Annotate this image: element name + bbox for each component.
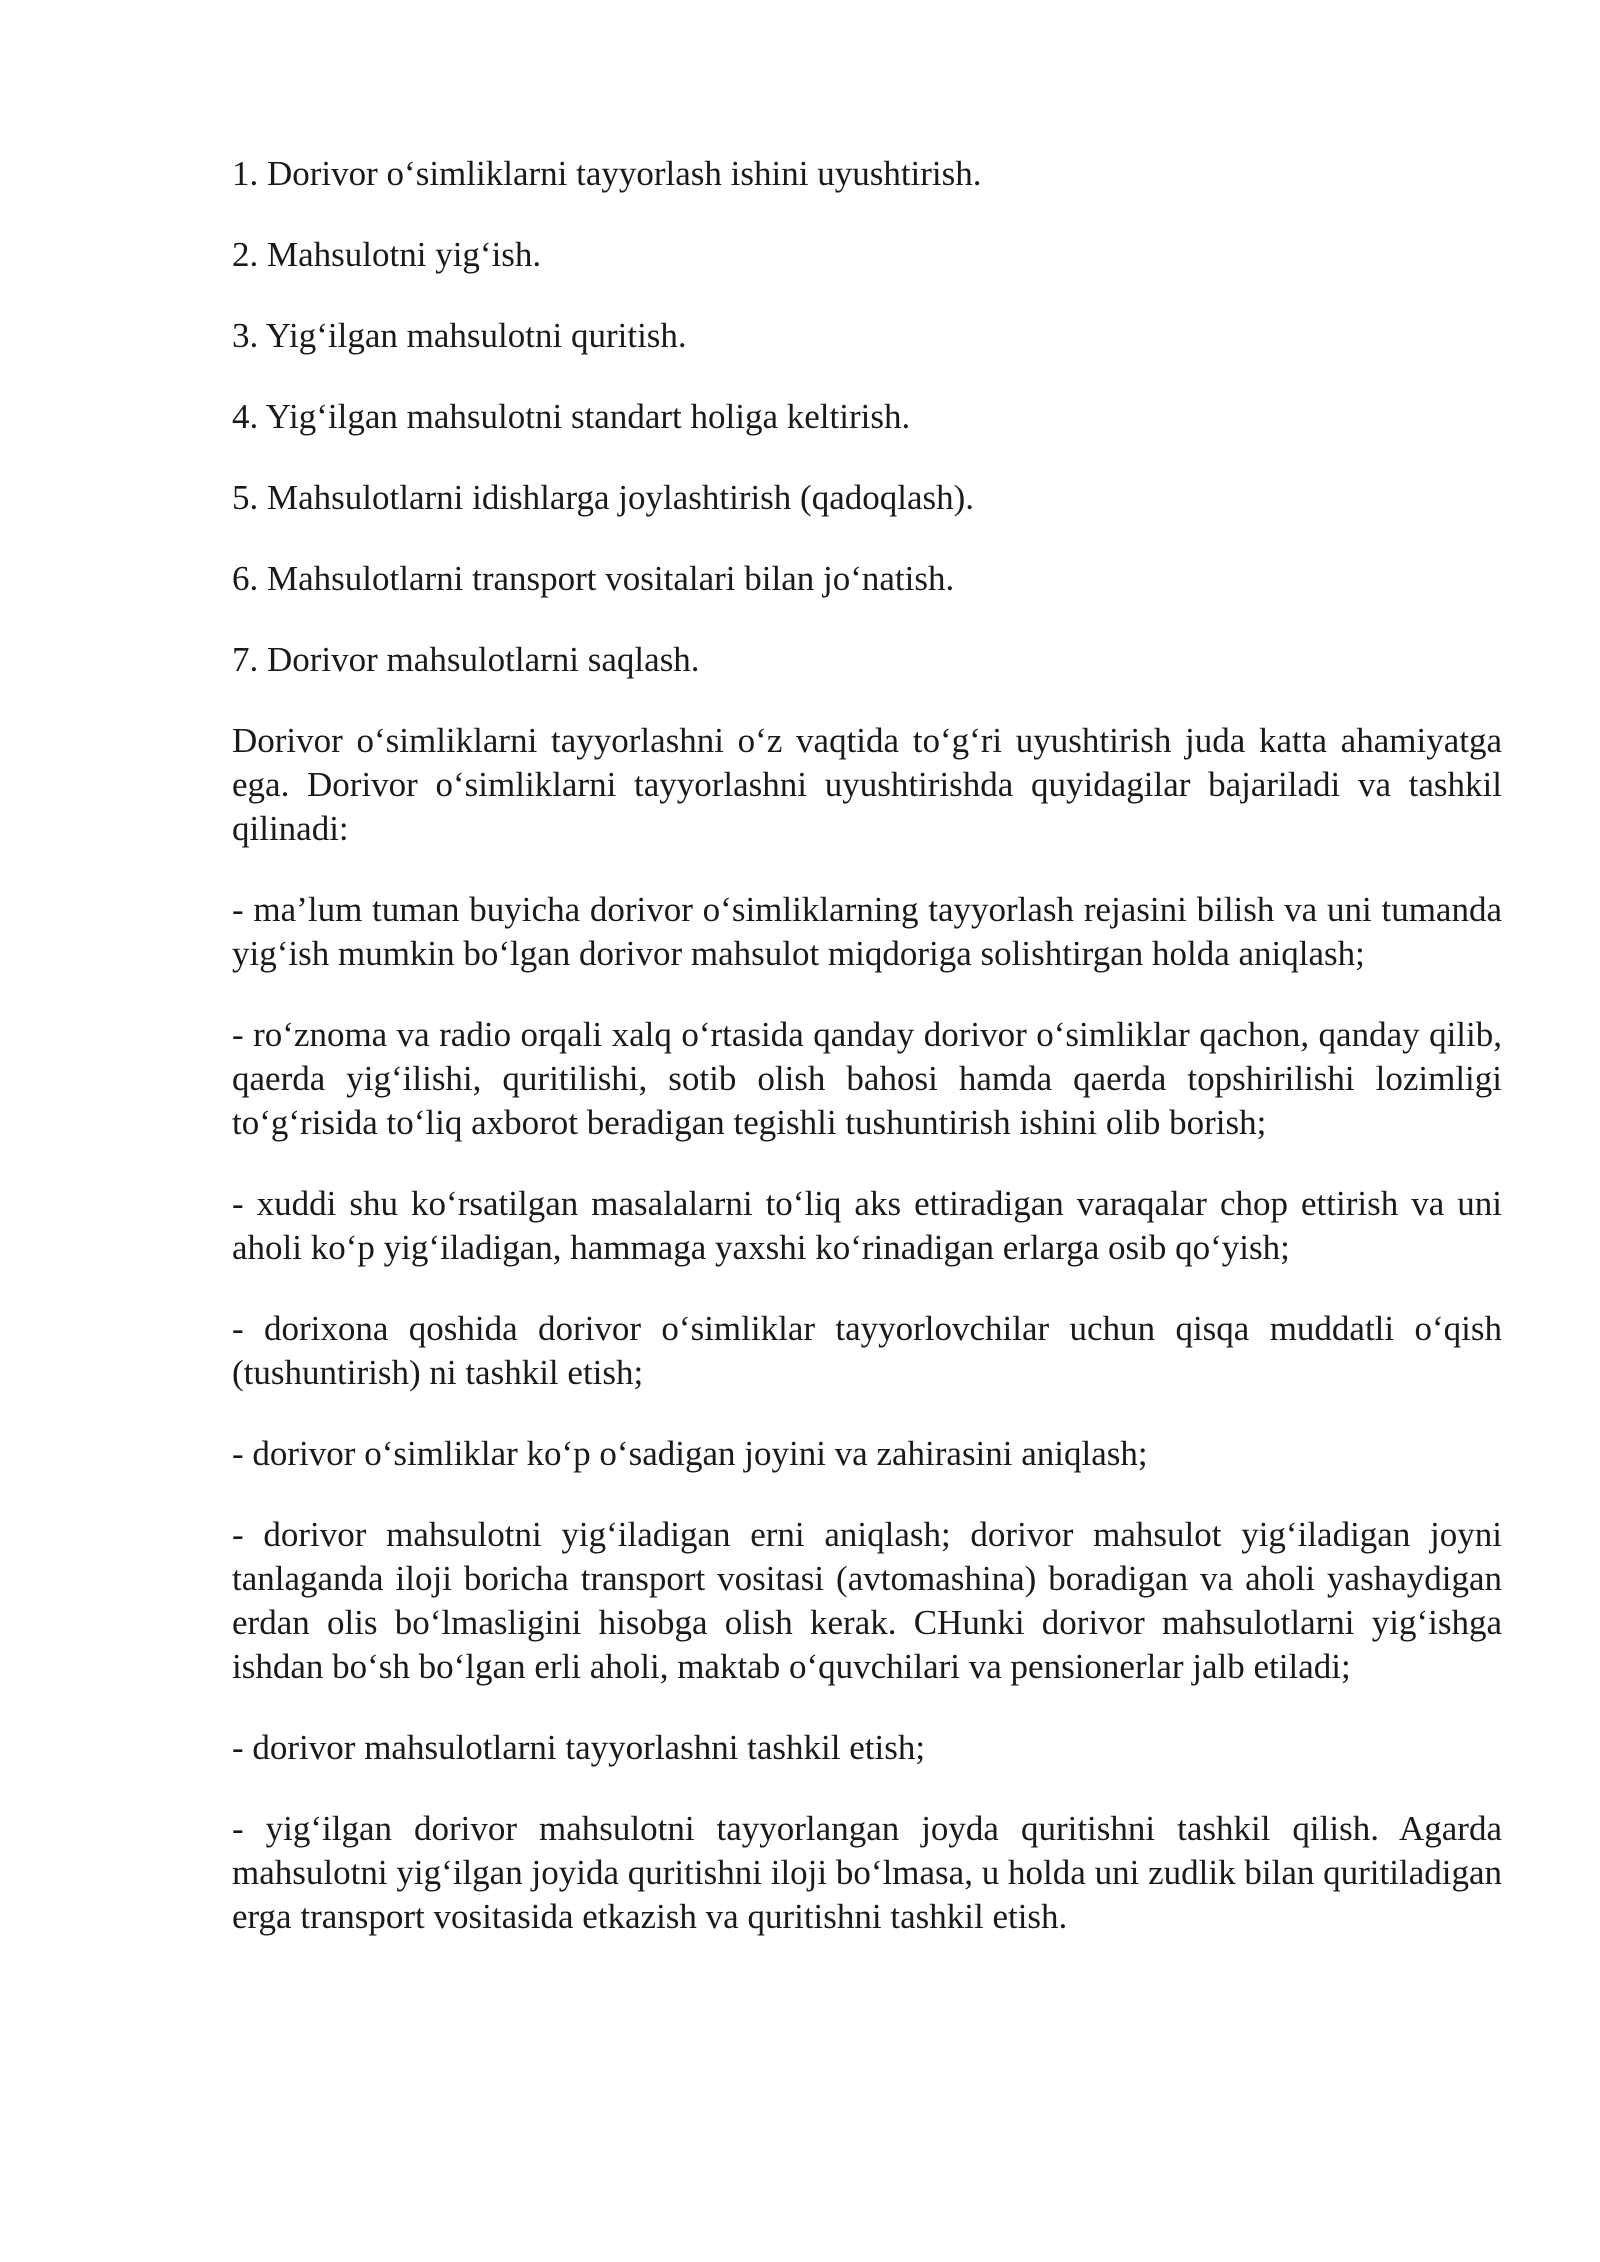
bullet-list: [232, 888, 1502, 1939]
bullet-item: - dorivor o‘simliklar ko‘p o‘sadigan joyini va zahirasini aniqlash;: [232, 1434, 1148, 1473]
bullet-item: - yig‘ilgan dorivor mahsulotni tayyorlangan joyda quritishni tashkil qilish. Agarda mahsulotni yig‘ilgan joyida quritishni iloji bo‘lmasa, u holda uni zudlik bilan quritiladigan erga transport vositasida etkazish va quritishni tashkil etish.: [232, 1809, 1502, 1936]
bullet-item: - dorivor mahsulotni yig‘iladigan erni aniqlash; dorivor mahsulot yig‘iladigan joyni tanlaganda iloji boricha transport vositasi (avtomashina) boradigan va aholi yashaydigan erdan olis bo‘lmasligini hisobga olish kerak. CHunki dorivor mahsulotlarni yig‘ishga ishdan bo‘sh bo‘lgan erli aholi, maktab o‘quvchilari va pensionerlar jalb etiladi;: [232, 1515, 1502, 1686]
list-item: 6. Mahsulotlarni transport vositalari bilan jo‘natish.: [232, 559, 955, 598]
numbered-list: [232, 152, 1502, 682]
list-item: 7. Dorivor mahsulotlarni saqlash.: [232, 640, 700, 679]
bullet-item: - ma’lum tuman buyicha dorivor o‘simliklarning tayyorlash rejasini bilish va uni tumanda yig‘ish mumkin bo‘lgan dorivor mahsulot miqdoriga solishtirgan holda aniqlash;: [232, 890, 1502, 973]
bullet-item: - ro‘znoma va radio orqali xalq o‘rtasida qanday dorivor o‘simliklar qachon, qanday qilib, qaerda yig‘ilishi, quritilishi, sotib olish bahosi hamda qaerda topshirilishi lozimligi to‘g‘risida to‘liq axborot beradigan tegishli tushuntirish ishini olib borish;: [232, 1015, 1502, 1142]
document-page: [232, 152, 1502, 1976]
list-item: 5. Mahsulotlarni idishlarga joylashtirish (qadoqlash).: [232, 478, 975, 517]
list-item: 2. Mahsulotni yig‘ish.: [232, 235, 542, 274]
bullet-item: - dorivor mahsulotlarni tayyorlashni tashkil etish;: [232, 1728, 926, 1767]
list-item: 3. Yig‘ilgan mahsulotni quritish.: [232, 316, 687, 355]
list-item: 4. Yig‘ilgan mahsulotni standart holiga keltirish.: [232, 397, 911, 436]
bullet-item: - xuddi shu ko‘rsatilgan masalalarni to‘liq aks ettiradigan varaqalar chop ettirish va uni aholi ko‘p yig‘iladigan, hammaga yaxshi ko‘rinadigan erlarga osib qo‘yish;: [232, 1184, 1502, 1267]
list-item: 1. Dorivor o‘simliklarni tayyorlash ishini uyushtirish.: [232, 154, 982, 193]
bullet-item: - dorixona qoshida dorivor o‘simliklar tayyorlovchilar uchun qisqa muddatli o‘qish (tushuntirish) ni tashkil etish;: [232, 1309, 1502, 1392]
intro-paragraph: Dorivor o‘simliklarni tayyorlashni o‘z vaqtida to‘g‘ri uyushtirish juda katta ahamiyatga ega. Dorivor o‘simliklarni tayyorlashni uyushtirishda quyidagilar bajariladi va tashkil qilinadi:: [232, 721, 1502, 848]
